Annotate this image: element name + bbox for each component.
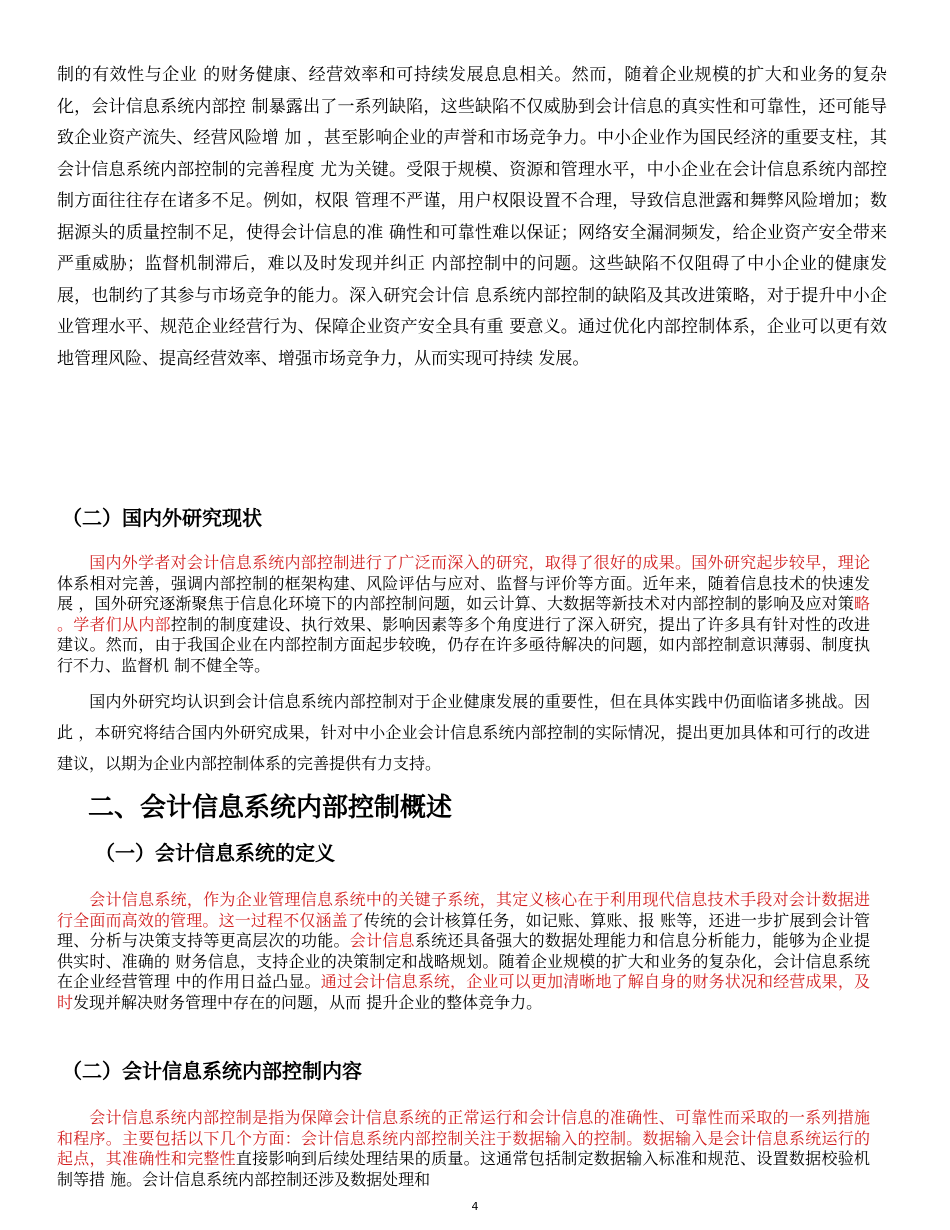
chapter-heading: 二、会计信息系统内部控制概述	[88, 793, 453, 823]
intro-paragraph: 制的有效性与企业 的财务健康、经营效率和可持续发展息息相关。然而，随着企业规模的扩大和业务的复杂化，会计信息系统内部控 制暴露出了一系列缺陷，这些缺陷不仅威胁到会计信息的真实性和可靠性，还可能导致企业资产流失、经营风险增 加 ，甚至影响企业的声誉和市场竞争力。中小企业作为国民经济的重要支柱，其会计信息系统内部控制的完善程度 尤为关键。受限于规模、资源和管理水平，中小企业在会计信息系统内部控制方面往往存在诸多不足。例如，权限 管理不严谨，用户权限设置不合理，导致信息泄露和舞弊风险增加；数据源头的质量控制不足，使得会计信息的准 确性和可靠性难以保证；网络安全漏洞频发，给企业资产安全带来严重威胁；监督机制滞后，难以及时发现并纠正 内部控制中的问题。这些缺陷不仅阻碍了中小企业的健康发展，也制约了其参与市场竞争的能力。深入研究会计信 息系统内部控制的缺陷及其改进策略，对于提升中小企业管理水平、规范企业经营行为、保障企业资产安全具有重 要意义。通过优化内部控制体系，企业可以更有效地管理风险、提高经营效率、增强市场竞争力，从而实现可持续 发展。	[57, 65, 887, 369]
highlighted-text: 会计信息	[349, 931, 415, 951]
highlighted-text: 略 。学者们从内部	[57, 594, 870, 634]
highlighted-text: 会计信息系统，作为企业管理信息系统中的关键子系统，其定义核心在于利用现代信息技术手段对会计数据进行全面而高效的管理。这一过程不仅涵盖了	[57, 890, 870, 930]
highlighted-text: 会计信息系统内部控制是指为保障会计信息系统的正常运行和会计信息的准确性、可靠性而采取的一系列措施和程序。主要包括以下几个方面：会计信息系统内部控制关注于数据输入的控制。数据输入是会计信息系统运行的起点，其准确性和完整性	[57, 1108, 870, 1169]
internal-control-content-heading: （二）会计信息系统内部控制内容	[62, 1059, 362, 1083]
body-text: 系统还具备强大的数据处理能力和信息分析能力，能够为企业提供实时、准确的 财务信息，支持企业的决策制定和战略规划。随着企业规模的扩大和业务的复杂化，会计信息系统在企业经营管理 中的作用日益凸显。	[57, 931, 870, 992]
body-text: 直接影响到后续处理结果的质量。这通常包括制定数据输入标准和规范、设置数据校验机制等措 施。会计信息系统内部控制还涉及数据处理和	[57, 1149, 870, 1189]
body-text: 发现并解决财务管理中存在的问题，从而 提升企业的整体竞争力。	[73, 992, 543, 1012]
body-text: 体系相对完善，强调内部控制的框架构建、风险评估与应对、监督与评价等方面。近年来，随着信息技术的快速发 展 ，国外研究逐渐聚焦于信息化环境下的内部控制问题，如云计算、大数据等新技术对内部控制的影响及应对策	[57, 573, 870, 614]
body-text: 国内外研究均认识到会计信息系统内部控制对于企业健康发展的重要性，但在具体实践中仍面临诸多挑战。因 此 ，本研究将结合国内外研究成果，针对中小企业会计信息系统内部控制的实际情况，提出更加具体和可行的改进 建议，以期为企业内部控制体系的完善提供有力支持。	[57, 692, 870, 773]
body-text: 控制的制度建设、执行效果、影响因素等多个角度进行了深入研究，提出了许多具有针对性的改进建议。然而，由于我国企业在内部控制方面起步较晚，仍存在许多亟待解决的问题，如内部控制意识薄弱、制度执行不力、监督机 制不健全等。	[57, 614, 870, 675]
research-paragraph-1	[57, 553, 870, 677]
definition-paragraph	[57, 890, 870, 1014]
page-number: 4	[471, 1200, 479, 1213]
highlighted-text: 通过会计信息系统，企业可以更加清晰地了解自身的财务状况和经营成果，及时	[57, 972, 870, 1012]
body-text: 传统的会计核算任务，如记账、算账、报 账等，还进一步扩展到会计管理、分析与决策支持等更高层次的功能。	[57, 910, 870, 951]
research-status-heading: （二）国内外研究现状	[62, 506, 262, 530]
internal-control-paragraph	[57, 1108, 870, 1190]
highlighted-text: 国内外学者对会计信息系统内部控制进行了广泛而深入的研究，取得了很好的成果。国外研究起步较早，理论	[89, 553, 870, 572]
research-paragraph-2	[57, 686, 870, 779]
definition-heading: （一）会计信息系统的定义	[95, 841, 335, 865]
